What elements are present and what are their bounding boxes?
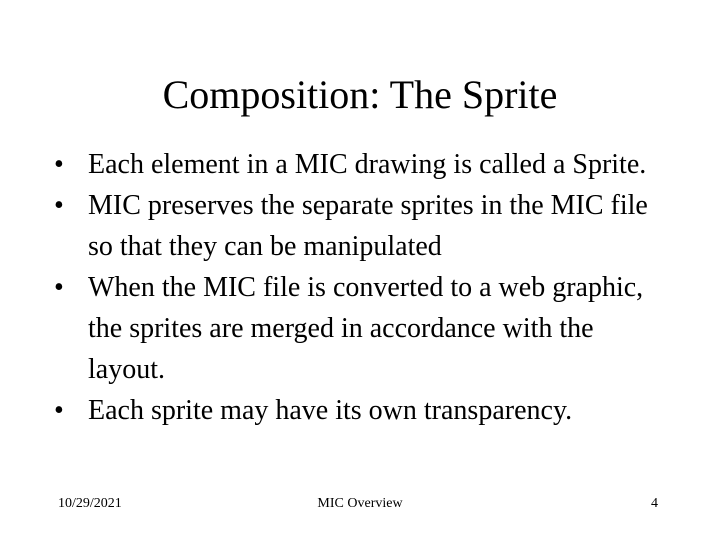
slide-title: Composition: The Sprite <box>162 72 558 117</box>
bullet-dot-icon: • <box>54 149 64 180</box>
footer-title: MIC Overview <box>317 496 403 511</box>
page-number: 4 <box>651 496 658 511</box>
bullet-dot-icon: • <box>54 395 64 426</box>
bullet-text: When the MIC file is converted to a web graphic, the sprites are merged in accordance with the layout. <box>88 272 644 385</box>
bullet-item <box>54 144 674 185</box>
bullet-item <box>54 185 674 267</box>
bullet-dot-icon: • <box>54 272 64 303</box>
bullet-dot-icon: • <box>54 190 64 221</box>
bullet-list <box>54 144 674 431</box>
bullet-text: MIC preserves the separate sprites in the MIC file so that they can be manipulated <box>88 190 648 262</box>
bullet-text: Each element in a MIC drawing is called a Sprite. <box>88 149 647 180</box>
bullet-item <box>54 267 674 390</box>
bullet-item <box>54 390 674 431</box>
bullet-text: Each sprite may have its own transparency. <box>88 395 573 426</box>
footer-date: 10/29/2021 <box>58 496 122 511</box>
